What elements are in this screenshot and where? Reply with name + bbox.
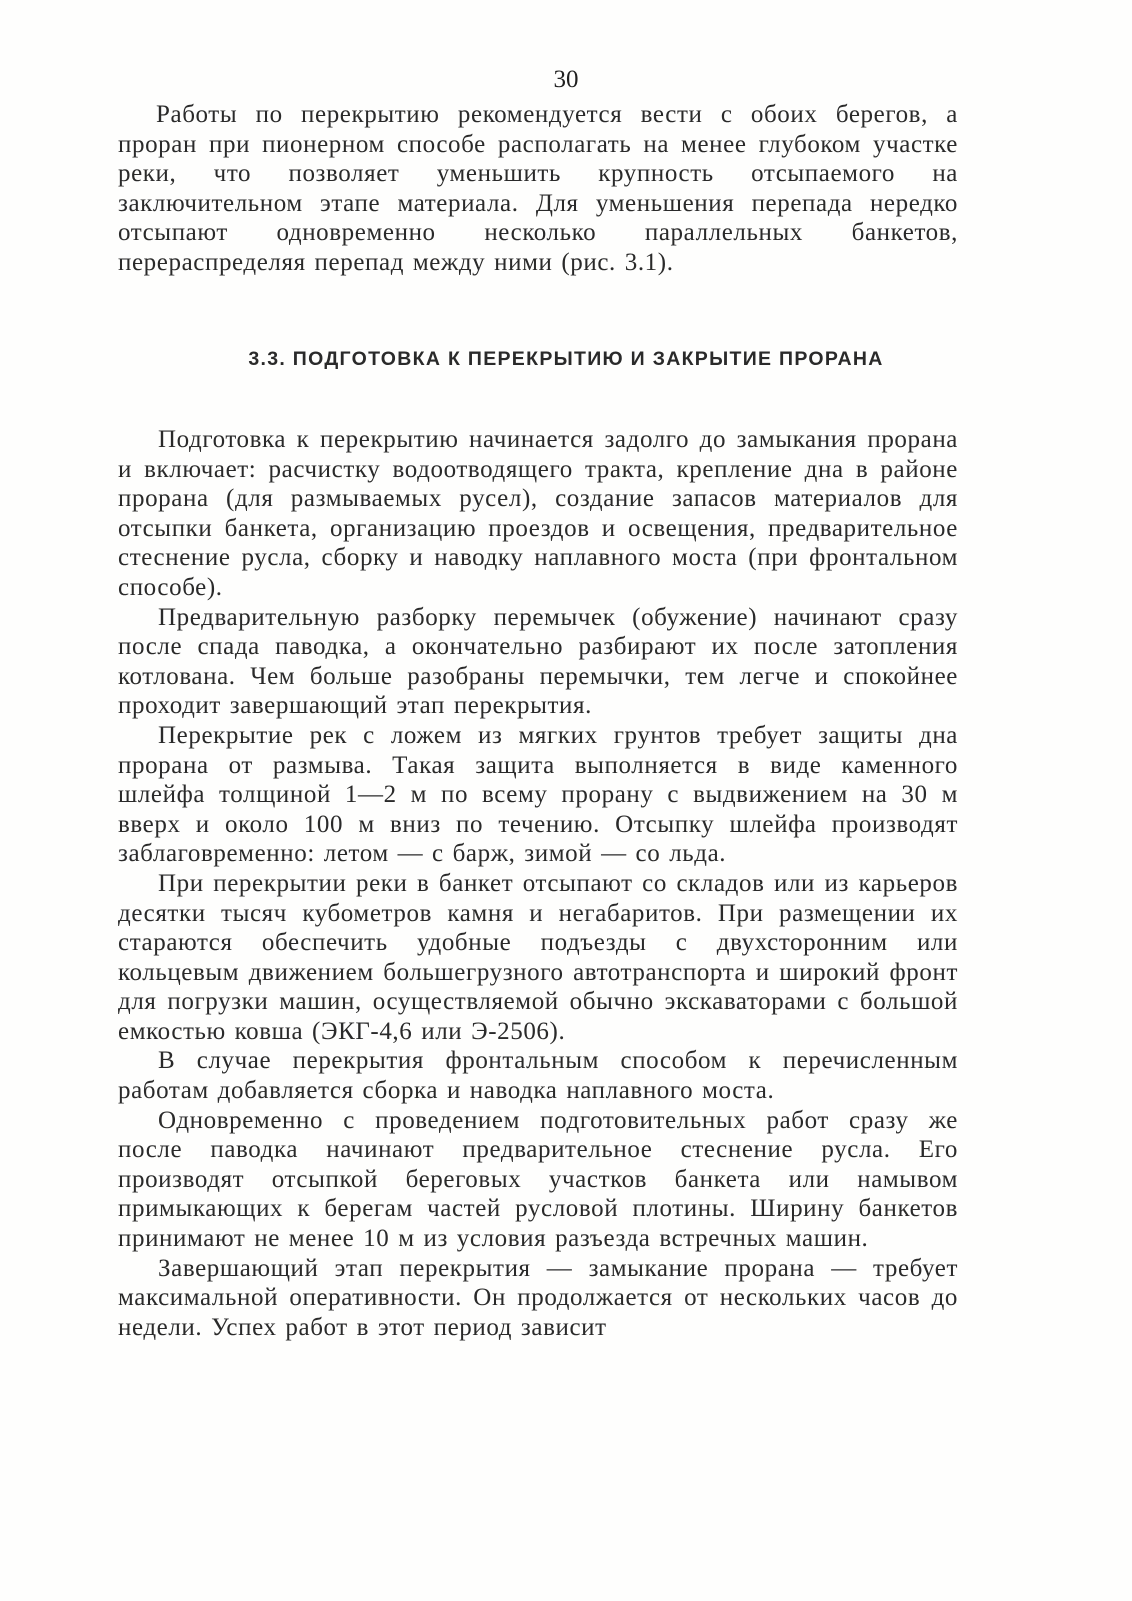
intro-text-block (118, 100, 958, 278)
paragraph-preparation: Подготовка к перекрытию начинается задолго до замыкания прорана и включает: расчистку водоотводящего тракта, крепление дна в районе прорана (для размываемых русел), создание запасов материалов для отсыпки банкета, организацию проездов и освещения, предварительное стеснение русла, сборку и наводку наплавного моста (при фронтальном способе). (118, 426, 958, 601)
section-heading: 3.3. ПОДГОТОВКА К ПЕРЕКРЫТИЮ И ЗАКРЫТИЕ ПРОРАНА (248, 348, 884, 370)
paragraph-bridge-assembly: В случае перекрытия фронтальным способом к перечисленным работам добавляется сборка и наводка наплавного моста. (118, 1047, 958, 1105)
paragraph-cofferdam-dismantling: Предварительную разборку перемычек (обужение) начинают сразу после спада паводка, а окончательно разбирают их после затопления котлована. Чем больше разобраны перемычки, тем легче и спокойнее проходит завершающий этап перекрытия. (118, 603, 958, 720)
section-body (118, 425, 958, 1342)
paragraph-final-stage: Завершающий этап перекрытия — замыкание прорана — требует максимальной оперативности. Он продолжается от нескольких часов до недели. Успех работ в этот период зависит (118, 1254, 958, 1341)
paragraph-stone-supply: При перекрытии реки в банкет отсыпают со складов или из карьеров десятки тысяч кубометров камня и негабаритов. При размещении их стараются обеспечить удобные подъезды с двухсторонним или кольцевым движением большегрузного автотранспорта и широкий фронт для погрузки машин, осуществляемой обычно экскаваторами с большой емкостью ковша (ЭКГ-4,6 или Э-2506). (118, 869, 958, 1045)
paragraph-bed-protection: Перекрытие рек с ложем из мягких грунтов требует защиты дна прорана от размыва. Такая защита выполняется в виде каменного шлейфа толщиной 1—2 м по всему прорану с выдвижением на 30 м вверх и около 100 м вниз по течению. Отсыпку шлейфа производят заблаговременно: летом — с барж, зимой — со льда. (118, 721, 958, 868)
paragraph-channel-narrowing: Одновременно с проведением подготовительных работ сразу же после паводка начинают предварительное стеснение русла. Его производят отсыпкой береговых участков банкета или намывом примыкающих к берегам частей русловой плотины. Ширину банкетов принимают не менее 10 м из условия разъезда встречных машин. (118, 1106, 958, 1253)
intro-paragraph: Работы по перекрытию рекомендуется вести с обоих берегов, а проран при пионерном способе располагать на менее глубоком участке реки, что позволяет уменьшить крупность отсыпаемого на заключительном этапе материала. Для уменьшения перепада нередко отсыпают одновременно несколько параллельных банкетов, перераспределяя перепад между ними (рис. 3.1). (118, 101, 958, 276)
page-number: 30 (553, 66, 579, 93)
